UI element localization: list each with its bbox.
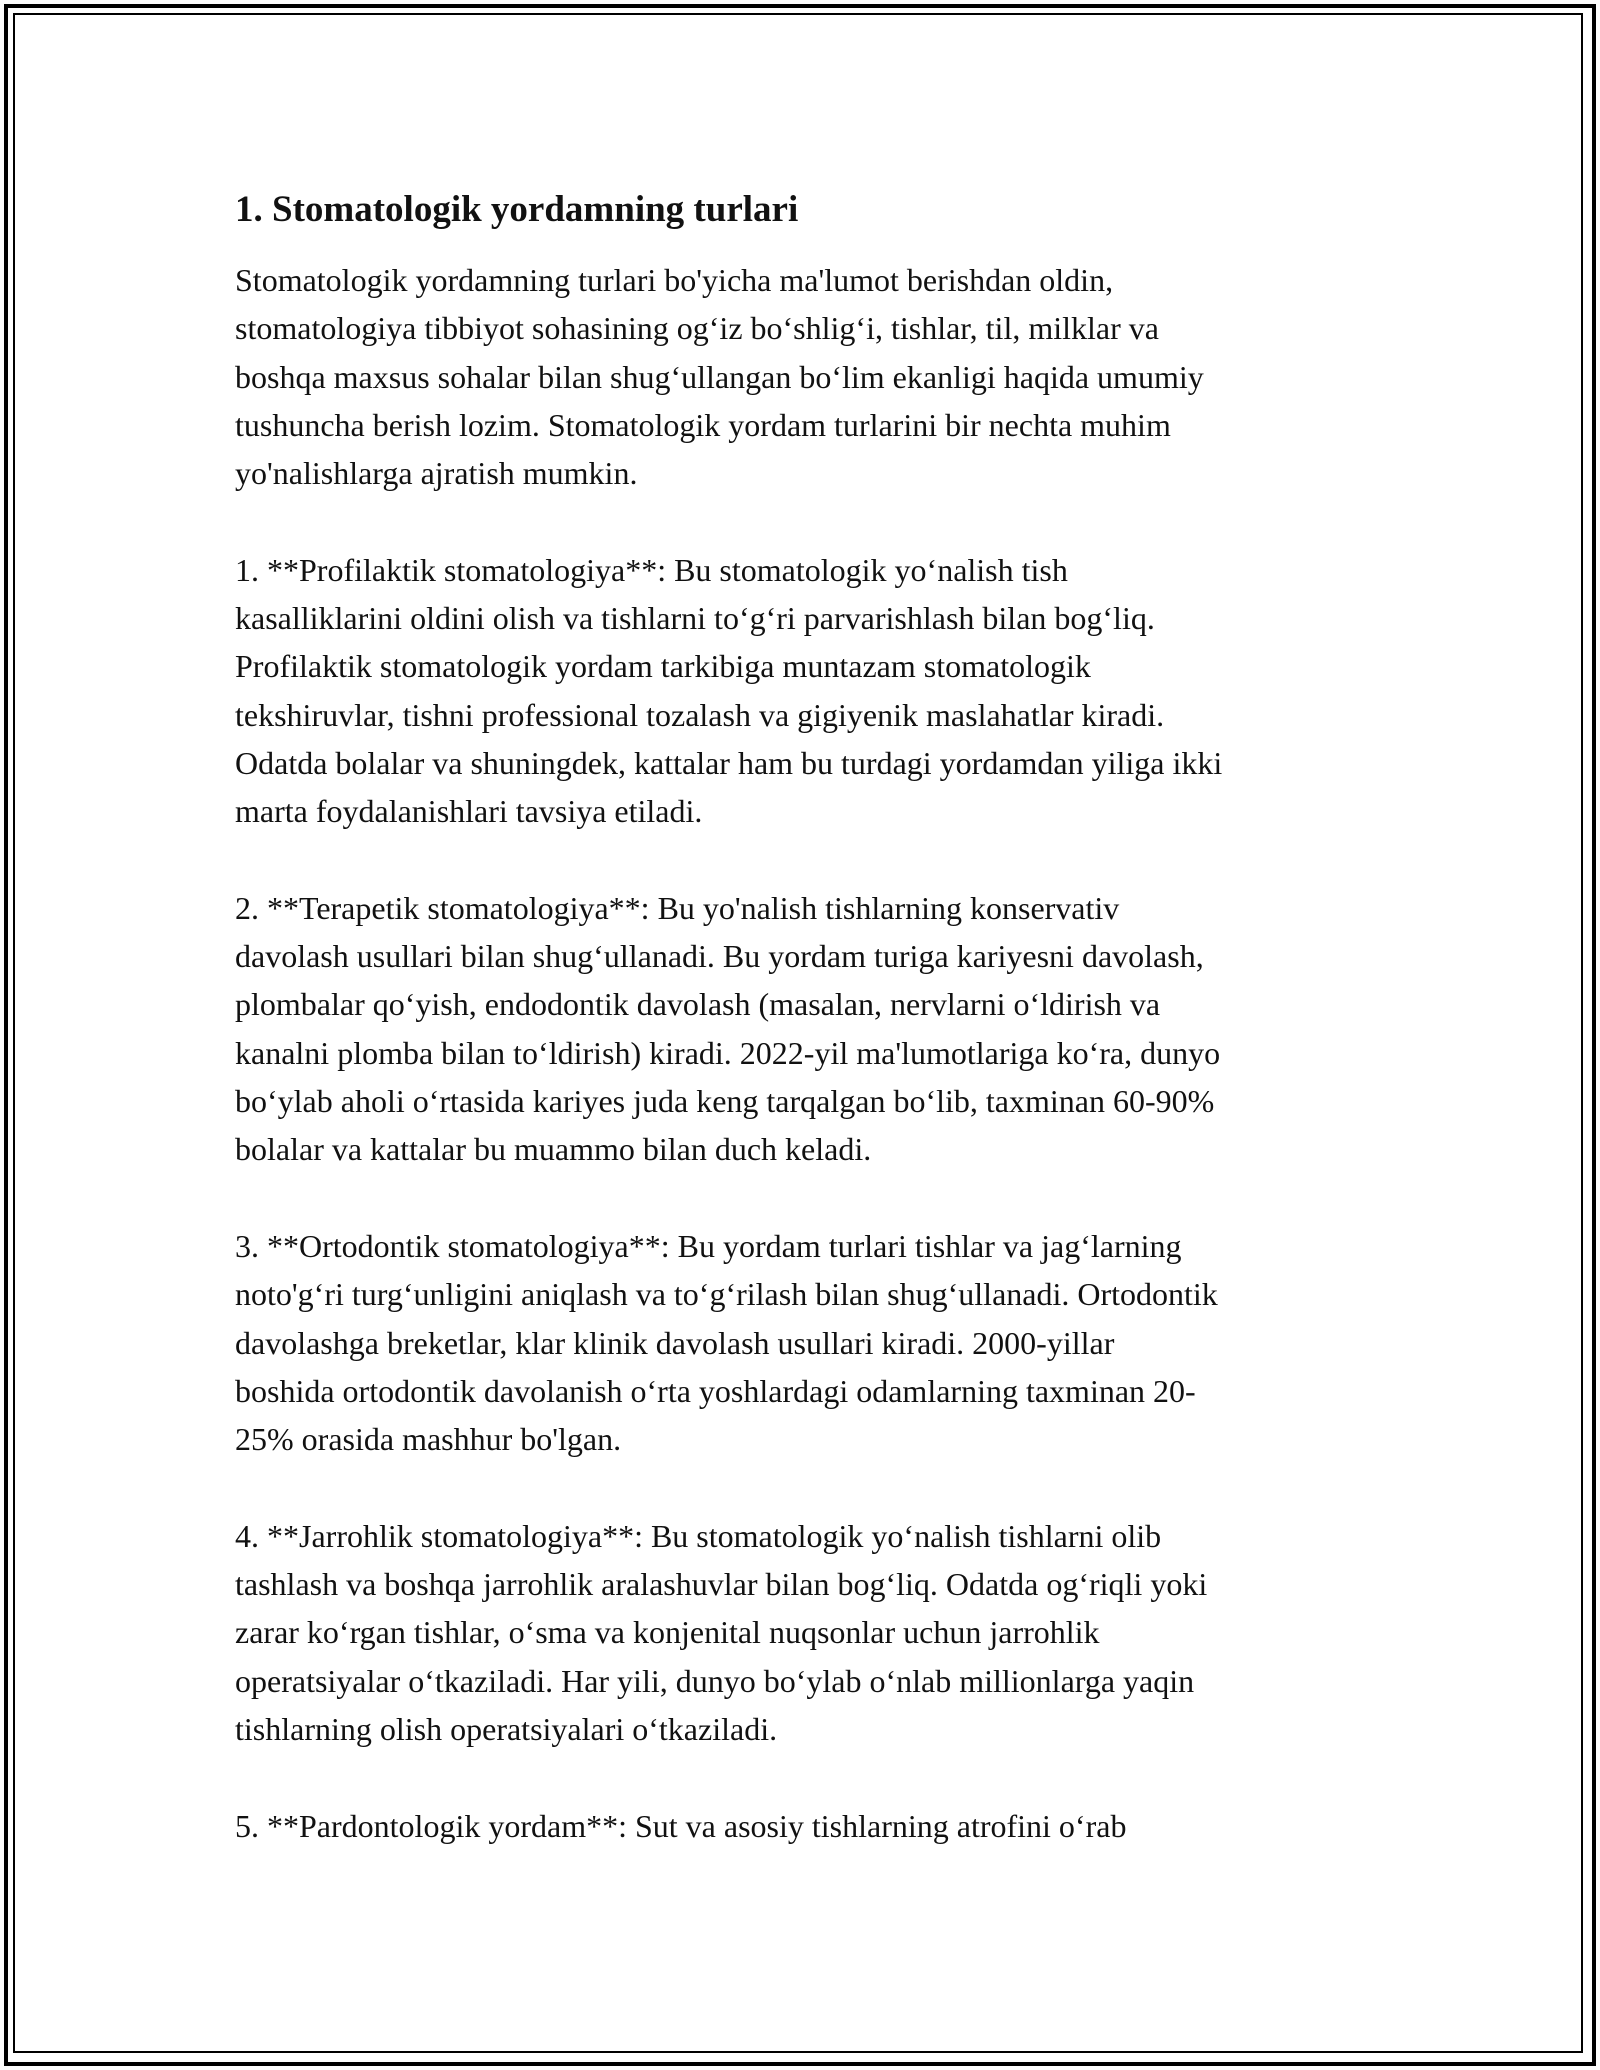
list-item-profilaktik [235, 546, 1385, 836]
text-line: marta foydalanishlari tavsiya etiladi. [235, 793, 703, 830]
document-body [235, 186, 1385, 1898]
text-line: tushuncha berish lozim. Stomatologik yordam turlarini bir nechta muhim [235, 406, 1171, 443]
list-item-jarrohlik [235, 1512, 1385, 1753]
text-line: tashlash va boshqa jarrohlik aralashuvlar bilan bog‘liq. Odatda og‘riqli yoki [235, 1566, 1208, 1603]
text-line: plombalar qo‘yish, endodontik davolash (masalan, nervlarni o‘ldirish va [235, 986, 1161, 1023]
text-line: kanalni plomba bilan to‘ldirish) kiradi. 2022-yil ma'lumotlariga ko‘ra, dunyo [235, 1034, 1221, 1071]
text-line: zarar ko‘rgan tishlar, o‘sma va konjenital nuqsonlar uchun jarrohlik [235, 1614, 1100, 1651]
list-item-terapetik [235, 884, 1385, 1174]
section-heading: 1. Stomatologik yordamning turlari [235, 189, 799, 230]
text-line: Profilaktik stomatologik yordam tarkibiga muntazam stomatologik [235, 648, 1091, 685]
text-line: 2. **Terapetik stomatologiya**: Bu yo'nalish tishlarning konservativ [235, 889, 1120, 926]
list-item-pardontologik [235, 1802, 1385, 1850]
text-line: Stomatologik yordamning turlari bo'yicha ma'lumot berishdan oldin, [235, 262, 1114, 298]
text-line: bo‘ylab aholi o‘rtasida kariyes juda keng tarqalgan bo‘lib, taxminan 60-90% [235, 1083, 1215, 1120]
text-line: boshida ortodontik davolanish o‘rta yoshlardagi odamlarning taxminan 20- [235, 1372, 1196, 1409]
text-line: 4. **Jarrohlik stomatologiya**: Bu stomatologik yo‘nalish tishlarni olib [235, 1517, 1162, 1554]
text-line: noto'g‘ri turg‘unligini aniqlash va to‘g‘rilash bilan shug‘ullanadi. Ortodontik [235, 1276, 1218, 1313]
text-line: stomatologiya tibbiyot sohasining og‘iz bo‘shlig‘i, tishlar, til, milklar va [235, 310, 1159, 347]
text-line: 1. **Profilaktik stomatologiya**: Bu stomatologik yo‘nalish tish [235, 551, 1068, 588]
text-line: 5. **Pardontologik yordam**: Sut va asosiy tishlarning atrofini o‘rab [235, 1807, 1127, 1844]
text-line: Odatda bolalar va shuningdek, kattalar ham bu turdagi yordamdan yiliga ikki [235, 744, 1223, 781]
text-line: 3. **Ortodontik stomatologiya**: Bu yordam turlari tishlar va jag‘larning [235, 1227, 1182, 1264]
intro-paragraph [235, 256, 1385, 497]
text-line: tekshiruvlar, tishni professional tozalash va gigiyenik maslahatlar kiradi. [235, 696, 1165, 733]
text-line: tishlarning olish operatsiyalari o‘tkaziladi. [235, 1710, 778, 1747]
list-item-ortodontik [235, 1222, 1385, 1463]
text-line: boshqa maxsus sohalar bilan shug‘ullangan bo‘lim ekanligi haqida umumiy [235, 358, 1204, 395]
text-line: kasalliklarini oldini olish va tishlarni to‘g‘ri parvarishlash bilan bog‘liq. [235, 600, 1155, 637]
text-line: bolalar va kattalar bu muammo bilan duch keladi. [235, 1131, 872, 1168]
text-line: 25% orasida mashhur bo'lgan. [235, 1421, 622, 1458]
text-line: operatsiyalar o‘tkaziladi. Har yili, dunyo bo‘ylab o‘nlab millionlarga yaqin [235, 1662, 1195, 1699]
text-line: yo'nalishlarga ajratish mumkin. [235, 455, 638, 492]
text-line: davolash usullari bilan shug‘ullanadi. Bu yordam turiga kariyesni davolash, [235, 938, 1204, 975]
text-line: davolashga breketlar, klar klinik davolash usullari kiradi. 2000-yillar [235, 1324, 1115, 1361]
